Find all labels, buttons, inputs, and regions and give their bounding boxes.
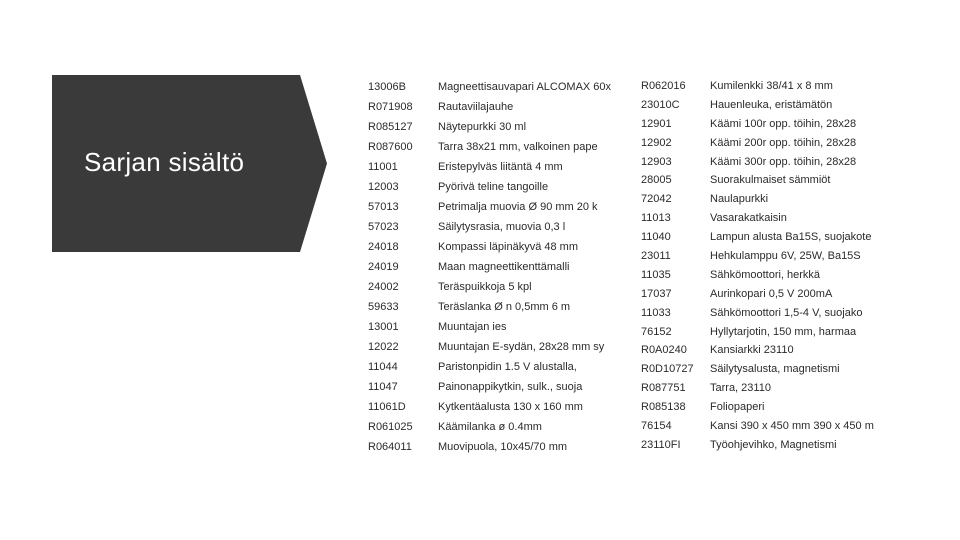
product-description: Sähkömoottori 1,5-4 V, suojako <box>710 306 863 319</box>
product-code: 13001 <box>368 321 399 333</box>
product-description: Kansiarkki 23110 <box>710 344 794 357</box>
product-code: 12903 <box>641 155 672 168</box>
list-item <box>368 97 628 117</box>
product-code: 11044 <box>368 361 398 373</box>
product-code: 28005 <box>641 174 672 187</box>
product-description: Kumilenkki 38/41 x 8 mm <box>710 80 833 92</box>
product-code: 11013 <box>641 212 671 225</box>
product-description: Käämi 300r opp. töihin, 28x28 <box>710 155 857 168</box>
list-item <box>641 209 941 228</box>
list-item <box>641 323 941 342</box>
product-code: 57013 <box>368 201 399 213</box>
product-code: 23011 <box>641 250 671 263</box>
product-description: Pyörivä teline tangoille <box>438 181 549 193</box>
product-code: 12003 <box>368 181 399 193</box>
product-code: R061025 <box>368 421 413 433</box>
product-description: Kytkentäalusta 130 x 160 mm <box>438 401 583 413</box>
list-item <box>368 317 628 337</box>
product-description: Magneettisauvapari ALCOMAX 60x <box>438 81 612 93</box>
list-item <box>641 304 941 323</box>
product-description: Muuntajan E-sydän, 28x28 mm sy <box>438 341 605 353</box>
list-item <box>641 96 941 115</box>
product-description: Vasarakatkaisin <box>710 212 787 225</box>
list-item <box>641 77 941 96</box>
product-code: R0A0240 <box>641 344 687 357</box>
product-description: Maan magneettikenttämalli <box>438 261 570 273</box>
list-item <box>368 417 628 437</box>
product-code: 11061D <box>368 401 406 413</box>
product-description: Suorakulmaiset sämmiöt <box>710 174 831 187</box>
product-description: Muovipuola, 10x45/70 mm <box>438 441 568 453</box>
list-item <box>641 134 941 153</box>
product-code: R0D10727 <box>641 363 694 376</box>
product-description: Aurinkopari 0,5 V 200mA <box>710 287 833 300</box>
product-code: 12901 <box>641 117 672 130</box>
list-item <box>368 237 628 257</box>
product-code: R087600 <box>368 141 413 153</box>
product-description: Käämi 100r opp. töihin, 28x28 <box>710 117 857 130</box>
product-description: Paristonpidin 1.5 V alustalla, <box>438 361 577 373</box>
product-description: Petrimalja muovia Ø 90 mm 20 k <box>438 201 598 213</box>
product-description: Säilytysalusta, magnetismi <box>710 363 840 376</box>
list-item <box>641 360 941 379</box>
product-code: 76152 <box>641 325 672 338</box>
product-code: 12902 <box>641 136 672 149</box>
list-item <box>641 171 941 190</box>
list-item <box>368 397 628 417</box>
product-description: Painonappikytkin, sulk., suoja <box>438 381 583 393</box>
product-description: Hyllytarjotin, 150 mm, harmaa <box>710 325 857 338</box>
list-item <box>368 77 628 97</box>
product-description: Kompassi läpinäkyvä 48 mm <box>438 241 579 253</box>
list-item <box>641 115 941 134</box>
product-description: Työohjevihko, Magnetismi <box>710 438 837 451</box>
list-item <box>641 417 941 436</box>
product-description: Muuntajan ies <box>438 321 507 333</box>
list-item <box>368 357 628 377</box>
product-code: 11035 <box>641 268 671 281</box>
list-item <box>641 398 941 417</box>
product-description: Tarra 38x21 mm, valkoinen pape <box>438 141 598 153</box>
product-code: 11040 <box>641 231 671 244</box>
list-item <box>368 137 628 157</box>
list-item <box>368 217 628 237</box>
list-item <box>641 436 941 455</box>
list-item <box>641 190 941 209</box>
list-item <box>641 228 941 247</box>
product-description: Säilytysrasia, muovia 0,3 l <box>438 221 566 233</box>
product-code: R062016 <box>641 80 686 92</box>
product-description: Eristepylväs liitäntä 4 mm <box>438 161 563 173</box>
product-code: 11001 <box>368 161 398 173</box>
list-item <box>368 337 628 357</box>
product-code: 12022 <box>368 341 399 353</box>
list-item <box>368 277 628 297</box>
contents-list-right <box>641 77 941 455</box>
product-code: 17037 <box>641 287 672 300</box>
list-item <box>641 266 941 285</box>
list-item <box>368 437 628 457</box>
list-item <box>368 157 628 177</box>
product-code: 57023 <box>368 221 399 233</box>
product-code: 11047 <box>368 381 398 393</box>
list-item <box>368 377 628 397</box>
product-code: R071908 <box>368 101 413 113</box>
contents-list-left <box>368 77 628 457</box>
list-item <box>641 247 941 266</box>
list-item <box>641 285 941 304</box>
product-description: Naulapurkki <box>710 193 769 206</box>
product-description: Teräslanka Ø n 0,5mm 6 m <box>438 301 571 313</box>
product-code: 11033 <box>641 306 671 319</box>
product-code: 24002 <box>368 281 399 293</box>
product-code: 59633 <box>368 301 399 313</box>
list-item <box>641 153 941 172</box>
product-code: 24018 <box>368 241 399 253</box>
product-code: R085127 <box>368 121 413 133</box>
list-item <box>641 379 941 398</box>
list-item <box>641 341 941 360</box>
list-item <box>368 197 628 217</box>
product-description: Teräspuikkoja 5 kpl <box>438 281 532 293</box>
product-code: R085138 <box>641 401 686 414</box>
list-item <box>368 177 628 197</box>
product-code: 23110FI <box>641 438 681 451</box>
product-description: Käämilanka ø 0.4mm <box>438 421 542 433</box>
product-code: 72042 <box>641 193 672 206</box>
product-code: 23010C <box>641 98 680 111</box>
product-code: 13006B <box>368 81 406 93</box>
page-title: Sarjan sisältö <box>84 147 245 177</box>
product-code: R064011 <box>368 441 412 453</box>
product-description: Rautaviilajauhe <box>438 101 514 113</box>
product-code: 24019 <box>368 261 399 273</box>
product-description: Hehkulamppu 6V, 25W, Ba15S <box>710 250 861 263</box>
product-description: Lampun alusta Ba15S, suojakote <box>710 231 872 244</box>
product-code: R087751 <box>641 382 686 395</box>
product-description: Tarra, 23110 <box>710 382 771 395</box>
product-description: Foliopaperi <box>710 401 765 414</box>
product-description: Sähkömoottori, herkkä <box>710 268 821 281</box>
product-description: Kansi 390 x 450 mm 390 x 450 m <box>710 420 874 433</box>
title-banner <box>52 75 327 252</box>
product-description: Käämi 200r opp. töihin, 28x28 <box>710 136 857 149</box>
list-item <box>368 117 628 137</box>
product-code: 76154 <box>641 420 672 433</box>
product-description: Näytepurkki 30 ml <box>438 121 527 133</box>
list-item <box>368 257 628 277</box>
list-item <box>368 297 628 317</box>
product-description: Hauenleuka, eristämätön <box>710 98 833 111</box>
